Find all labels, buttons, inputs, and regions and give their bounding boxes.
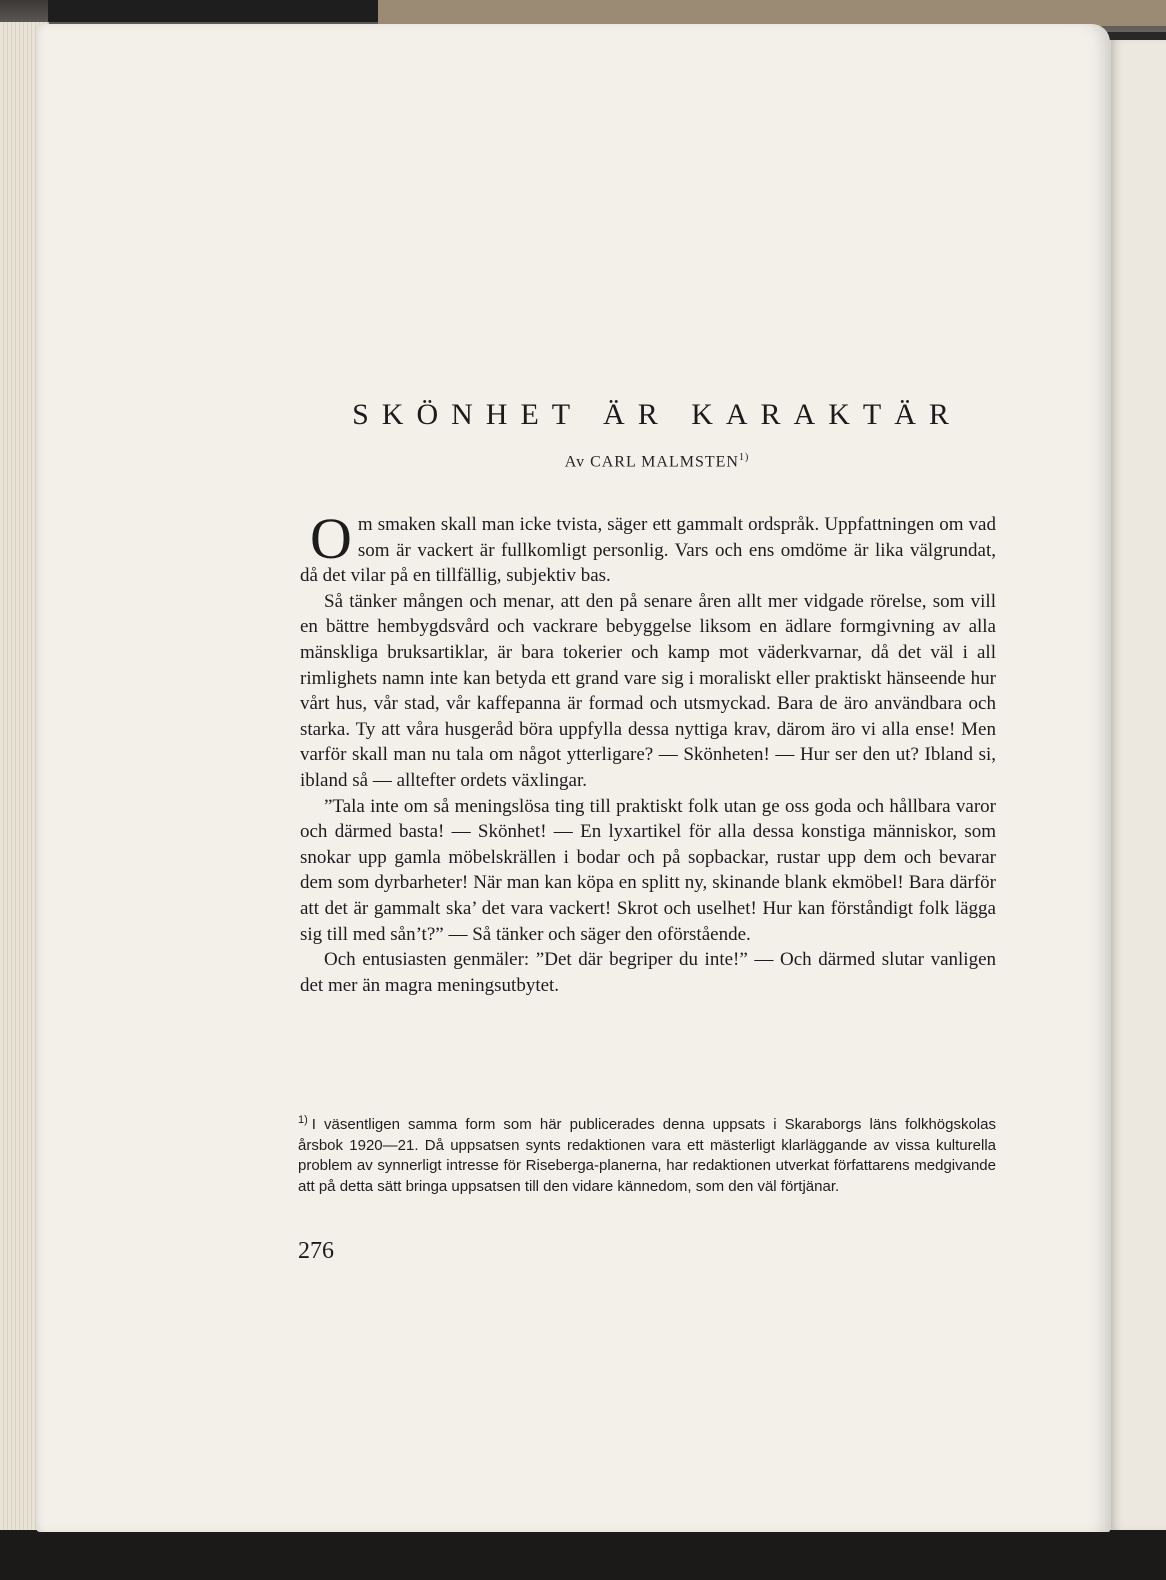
paragraph-1 — [300, 506, 996, 589]
table-surface — [0, 1530, 1166, 1580]
article-body — [300, 506, 996, 998]
page-number: 276 — [298, 1238, 334, 1264]
article-byline — [352, 452, 962, 471]
article-title: SKÖNHET ÄR KARAKTÄR — [352, 398, 962, 431]
book-cover-edge — [378, 0, 1166, 26]
drop-cap: O — [310, 506, 352, 571]
footnote — [298, 1110, 996, 1197]
facing-page-edge — [1108, 40, 1166, 1530]
footnote-text: I väsentligen samma form som här publicerades denna uppsats i Skaraborgs läns folkhögskolas årsbok 1920—21. Då uppsatsen synts redaktionen vara ett mästerligt klarläggande av vissa kulturella problem av synnerligt intresse för Riseberga-planerna, har redaktionen utverkat författarens medgivande att på detta sätt bringa uppsatsen till den vidare kännedom, som den väl förtjänar. — [298, 1116, 996, 1195]
paragraph-4: Och entusiasten genmäler: ”Det där begriper du inte!” — Och därmed slutar vanligen det mer än magra meningsutbytet. — [300, 949, 996, 996]
paragraph-2: Så tänker mången och menar, att den på senare åren allt mer vidgade rörelse, som vill en bättre hembygdsvård och vackrare bebyggelse liksom en ädlare formgivning av alla mänskliga bruksartiklar, är bara tokerier och kamp mot väderkvarnar, då det väl i all rimlighets namn inte kan betyda ett grand vare sig i moraliskt eller praktiskt hänseende hur vårt hus, vår stad, vår kaffepanna är formad och utsmyckad. Bara de äro användbara och starka. Ty att våra husgeråd böra uppfylla dessa nyttiga krav, därom äro vi alla ense! Men varför skall man nu tala om något ytterligare? — Skönheten! — Hur ser den ut? Ibland si, ibland så — alltefter ordets växlingar. — [300, 590, 996, 791]
paragraph-3: ”Tala inte om så meningslösa ting till praktiskt folk utan ge oss goda och hållbara varor och därmed basta! — Skönhet! — En lyxartikel för alla dessa konstiga människor, som snokar upp gamla möbelskrällen i bodar och på sopbackar, rustar upp dem och bevarar dem som dyrbarheter! När man kan köpa en splitt ny, skinande blank ekmöbel! Bara därför att det är gammalt ska’ det vara vackert! Skrot och uselhet! Hur kan förståndigt folk lägga sig till med sån’t?” — Så tänker och säger den oförstående. — [300, 795, 996, 945]
byline-author: CARL MALMSTEN — [590, 453, 739, 471]
paragraph-1-text: m smaken skall man icke tvista, säger ett gammalt ordspråk. Uppfattningen om vad som är vackert är fullkomligt personlig. Vars och ens omdöme är lika välgrundat, då det vilar på en tillfällig, subjektiv bas. — [300, 514, 996, 587]
byline-prefix: Av — [564, 453, 586, 471]
footnote-mark: 1) — [298, 1114, 308, 1126]
author-footnote-mark: 1) — [738, 452, 750, 463]
book-cover-strip — [48, 0, 378, 22]
